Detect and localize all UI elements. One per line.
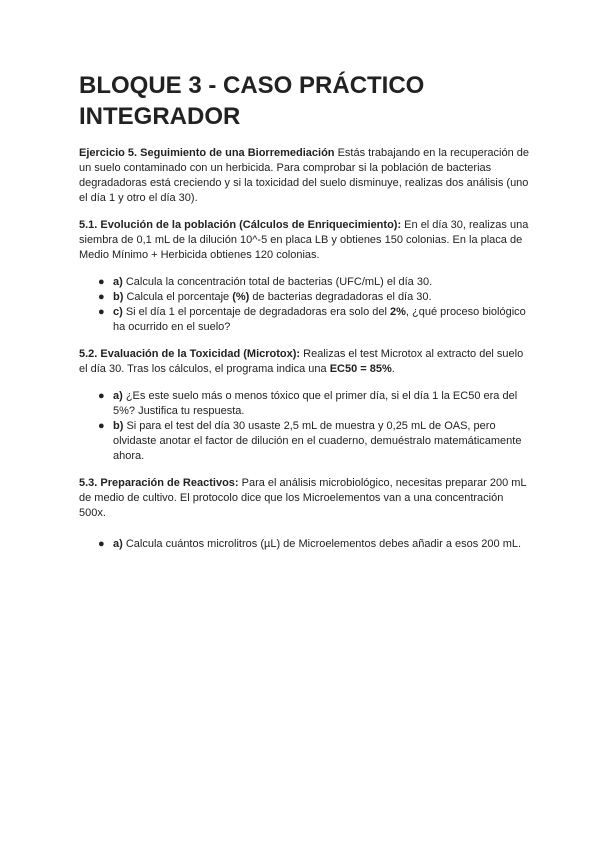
- question-label: a): [113, 538, 123, 550]
- ec50-value: EC50 = 85%: [329, 363, 392, 375]
- question-text: ¿Es este suelo más o menos tóxico que el primer día, si el día 1 la EC50 era del 5%? Justifica tu respuesta.: [113, 390, 518, 417]
- section-5-1-questions: [79, 275, 531, 335]
- section-5-2-questions: [79, 389, 531, 464]
- section-5-3: [79, 476, 531, 521]
- bullet-icon: ●: [98, 276, 105, 288]
- question-text: Calcula cuántos microlitros (µL) de Microelementos debes añadir a esos 200 mL.: [122, 538, 522, 550]
- question-text: Calcula el porcentaje: [123, 291, 233, 303]
- question-label: a): [113, 276, 123, 288]
- question-5-2-b: [98, 419, 531, 464]
- question-5-1-b: [98, 290, 531, 305]
- exercise-intro: [79, 146, 531, 206]
- exercise-heading: Ejercicio 5. Seguimiento de una Biorremediación: [79, 147, 335, 159]
- bullet-icon: ●: [98, 390, 105, 402]
- question-text: Si el día 1 el porcentaje de degradadoras era solo del: [122, 306, 391, 318]
- question-5-1-c: [98, 305, 531, 335]
- section-5-3-text: Para el análisis microbiológico, necesitas preparar 200 mL de medio de cultivo. El protocolo dice que los Microelementos van a una concentración 500x.: [79, 477, 527, 519]
- question-text: Calcula la concentración total de bacterias (UFC/mL) el día 30.: [122, 276, 433, 288]
- bullet-icon: ●: [98, 538, 105, 550]
- question-5-3-a: [98, 537, 531, 552]
- bullet-icon: ●: [98, 306, 105, 318]
- section-5-1-text: En el día 30, realizas una siembra de 0,1 mL de la dilución 10^-5 en placa LB y obtienes 150 colonias. En la placa de Medio Mínimo + Herbicida obtienes 120 colonias.: [79, 219, 529, 261]
- section-5-3-questions: [79, 537, 531, 552]
- question-label: b): [113, 291, 124, 303]
- question-text-cont: de bacterias degradadoras el día 30.: [249, 291, 432, 303]
- question-5-2-a: [98, 389, 531, 419]
- section-5-2-text-end: .: [391, 363, 395, 375]
- bullet-icon: ●: [98, 291, 105, 303]
- question-emphasis: 2%: [390, 306, 406, 318]
- section-5-2-text: Realizas el test Microtox al extracto del suelo el día 30. Tras los cálculos, el programa indica una: [79, 348, 524, 375]
- exercise-intro-text: Estás trabajando en la recuperación de un suelo contaminado con un herbicida. Para comprobar si la población de bacterias degradadoras está creciendo y si la toxicidad del suelo disminuye, realizas dos análisis (uno el día 1 y otro el día 30).: [79, 147, 529, 204]
- question-text-cont: , ¿qué proceso biológico ha ocurrido en el suelo?: [113, 306, 526, 333]
- section-5-2: [79, 347, 531, 377]
- page-title: BLOQUE 3 - CASO PRÁCTICO INTEGRADOR: [79, 72, 425, 130]
- question-emphasis: (%): [232, 291, 250, 303]
- section-5-2-heading: 5.2. Evaluación de la Toxicidad (Microtox):: [79, 348, 301, 360]
- bullet-icon: ●: [98, 420, 105, 432]
- section-5-3-heading: 5.3. Preparación de Reactivos:: [79, 477, 239, 489]
- question-text: Si para el test del día 30 usaste 2,5 mL de muestra y 0,25 mL de OAS, pero olvidaste anotar el factor de dilución en el cuaderno, demuéstralo matemáticamente ahora.: [113, 420, 522, 462]
- section-5-1: [79, 218, 531, 263]
- question-label: c): [113, 306, 123, 318]
- question-label: a): [113, 390, 123, 402]
- question-5-1-a: [98, 275, 531, 290]
- document-page: [79, 70, 531, 552]
- question-label: b): [113, 420, 124, 432]
- section-5-1-heading: 5.1. Evolución de la población (Cálculos de Enriquecimiento):: [79, 219, 402, 231]
